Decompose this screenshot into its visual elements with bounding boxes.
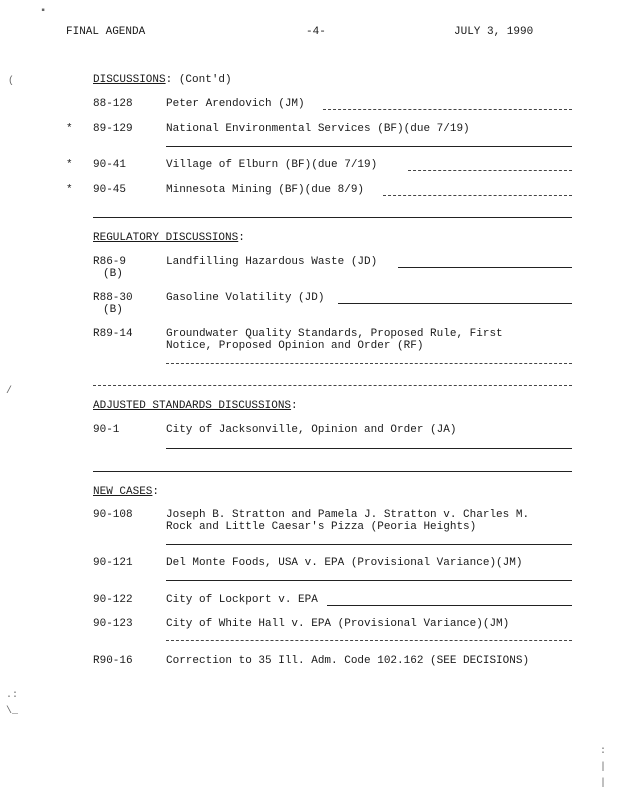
case-id: 90-123 <box>93 618 133 630</box>
scan-mark: / <box>6 386 13 397</box>
page-number: -4- <box>306 26 326 38</box>
signature-line <box>383 195 572 196</box>
star-mark: * <box>66 123 73 135</box>
case-text: City of Jacksonville, Opinion and Order (JA) <box>166 424 457 436</box>
case-text-line2: Rock and Little Caesar's Pizza (Peoria Heights) <box>166 521 477 533</box>
scan-mark: ▪ <box>40 6 47 17</box>
scan-mark: | <box>600 762 607 773</box>
section-title: REGULATORY DISCUSSIONS <box>93 232 239 244</box>
case-id: R90-16 <box>93 655 133 667</box>
section-regulatory-heading: REGULATORY DISCUSSIONS: <box>93 232 245 244</box>
signature-line <box>338 303 572 304</box>
section-title: ADJUSTED STANDARDS DISCUSSIONS <box>93 400 292 412</box>
case-text: Village of Elburn (BF)(due 7/19) <box>166 159 378 171</box>
scan-mark: | <box>600 778 607 789</box>
case-text: Del Monte Foods, USA v. EPA (Provisional Variance)(JM) <box>166 557 523 569</box>
case-text: Landfilling Hazardous Waste (JD) <box>166 256 378 268</box>
signature-line <box>93 385 572 386</box>
case-id: 90-1 <box>93 424 120 436</box>
section-discussions-heading: DISCUSSIONS: (Cont'd) <box>93 74 232 86</box>
signature-line <box>166 363 572 364</box>
header-left: FINAL AGENDA <box>66 26 146 38</box>
signature-line <box>166 544 572 545</box>
case-text: Minnesota Mining (BF)(due 8/9) <box>166 184 365 196</box>
case-id: 89-129 <box>93 123 133 135</box>
case-text-line2: Notice, Proposed Opinion and Order (RF) <box>166 340 424 352</box>
case-id: 90-108 <box>93 509 133 521</box>
signature-line <box>327 605 572 606</box>
case-text: Gasoline Volatility (JD) <box>166 292 325 304</box>
section-title: NEW CASES <box>93 486 153 498</box>
case-text: Groundwater Quality Standards, Proposed Rule, First <box>166 328 503 340</box>
case-id: 90-45 <box>93 184 127 196</box>
case-id: 90-121 <box>93 557 133 569</box>
signature-line <box>166 448 572 449</box>
case-text: City of Lockport v. EPA <box>166 594 318 606</box>
scan-mark: \_ <box>6 706 19 717</box>
star-mark: * <box>66 184 73 196</box>
signature-line <box>408 170 572 171</box>
section-title: DISCUSSIONS <box>93 74 166 86</box>
section-new-cases-heading: NEW CASES: <box>93 486 160 498</box>
signature-line <box>166 146 572 147</box>
case-text: Correction to 35 Ill. Adm. Code 102.162 (SEE DECISIONS) <box>166 655 530 667</box>
scan-mark: .: <box>6 690 19 701</box>
case-id: 88-128 <box>93 98 133 110</box>
star-mark: * <box>66 159 73 171</box>
signature-line <box>166 580 572 581</box>
scan-mark: ( <box>8 76 15 87</box>
case-text: City of White Hall v. EPA (Provisional Variance)(JM) <box>166 618 510 630</box>
signature-line <box>93 217 572 218</box>
header-date: JULY 3, 1990 <box>454 26 534 38</box>
case-id: R89-14 <box>93 328 133 340</box>
case-text: Joseph B. Stratton and Pamela J. Stratton v. Charles M. <box>166 509 530 521</box>
section-adjusted-heading: ADJUSTED STANDARDS DISCUSSIONS: <box>93 400 298 412</box>
case-text: Peter Arendovich (JM) <box>166 98 305 110</box>
case-sub: (B) <box>103 304 123 316</box>
signature-line <box>166 640 572 641</box>
case-text: National Environmental Services (BF)(due 7/19) <box>166 123 470 135</box>
case-id: 90-41 <box>93 159 127 171</box>
signature-line <box>93 471 572 472</box>
case-id: R86-9 <box>93 256 127 268</box>
scan-mark: : <box>600 746 607 757</box>
case-id: 90-122 <box>93 594 133 606</box>
signature-line <box>323 109 572 110</box>
signature-line <box>398 267 572 268</box>
case-sub: (B) <box>103 268 123 280</box>
case-id: R88-30 <box>93 292 133 304</box>
